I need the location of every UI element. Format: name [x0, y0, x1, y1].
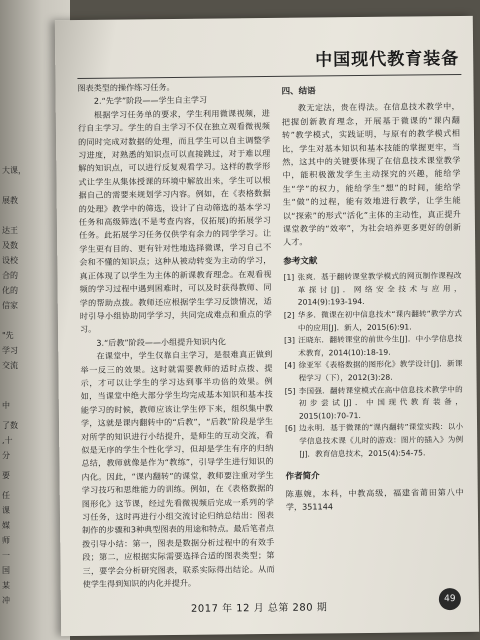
journal-page: [55, 16, 479, 636]
conclusion-paragraph: 教无定法，贵在得法。在信息技术教学中，把握创新教育理念，开展基于微课的“课内翻转”教学模式，实践证明，与原有的教学模式相比，学生对基本知识和基本技能的掌握更牢，当然，这其中的关键要体现了在信息技术课堂教学中，能积极激发学生主动探究的兴趣，能给学生“学”的权力，能给学生“想”的时间，能给学生“做”的过程，能有效地进行教学，让学生能以“探索”的形式“活化”主体的主动性，真正提升课堂教学的“效率”，为社会培养更多更好的创新人才。: [281, 101, 462, 248]
references-heading: 参考文献: [283, 256, 318, 267]
right-column: [281, 78, 464, 514]
previous-page-text-fragment: 任: [2, 491, 10, 500]
reference-text: 汪晓东．翻转课堂的前世今生[J]．中小学信息技术教育，2014(10):18-19.: [298, 334, 463, 358]
reference-number: [1]: [283, 272, 295, 283]
previous-page-text-fragment: 合的: [2, 271, 18, 280]
reference-number: [6]: [285, 424, 296, 434]
reference-text: 华多．微课在初中信息技术“课内翻转”教学方式中的应用[J]．新人，2015(6):91.: [297, 309, 462, 333]
reference-text: 徐亚军《表格数据的图形化》教学设计[J]．新课程学习（下），2012(3):28.: [298, 359, 463, 383]
reference-number: [3]: [284, 335, 295, 346]
reference-item: [285, 421, 463, 461]
previous-page-text-fragment: 了数: [2, 421, 18, 430]
reference-item: [284, 358, 462, 385]
previous-page-text-fragment: 大课，: [2, 166, 26, 175]
previous-page-text-fragment: ,十: [2, 436, 13, 445]
previous-page-text-fragment: "先: [2, 331, 14, 340]
issue-date: 2017 年 12 月 总第 280 期: [190, 602, 328, 615]
previous-page-text-fragment: 信家: [2, 301, 18, 310]
previous-page-text-fragment: 中: [2, 401, 10, 410]
previous-page-text-fragment: 及数: [2, 241, 18, 250]
intro-text: 图表类型的操作练习任务。: [77, 81, 175, 93]
previous-page-text-fragment: 达王: [2, 226, 18, 235]
reference-text: 李国强．翻转课堂模式在高中信息技术教学中的初步尝试[J]．中国现代教育装备，2015(10):70-71.: [298, 384, 463, 421]
journal-title: 中国现代教育装备: [315, 48, 460, 71]
previous-page-text-fragment: 冲: [2, 596, 10, 605]
previous-page-text-fragment: 课: [2, 506, 10, 515]
reference-number: [5]: [284, 386, 296, 396]
previous-page-text-fragment: 交流: [2, 361, 18, 370]
subsection-3-paragraph: 在课堂中，学生仅靠自主学习，是很难真正做到举一反三的效果。这时就需要教师的适时点拨、提示，才可以让学生的学习达到事半功倍的效果。例如，当课堂中绝大部分学生均完成基本知识和基本技能学习的时候，教师应该让学生停下来，组织集中教学，这就是课内翻转中的“后教”，“后教”阶段是学生对所学的知识进行小结提升，是师生的互动交流，看似是无序的学生个性化学习，但却是学生有序的归纳总结，教师就像是作为“教练”，引导学生进行知识的内化。因此，“课内翻转”的课堂，教师要注重对学生学习技巧和思维能力的训练。例如，在《表格数据的图形化》这节课，经过先看微视频后完成一系列的学习任务，这时再进行小组交流讨论归纳总结出：图表制作的步骤和3种典型图表的用途和特点。最后笔者点拨引导小结：第一，图表是数据分析过程中的有效手段；第二，应根据实际需要选择合适的图表类型；第三，要学会分析研究图表，联系实际得出结论。从而使学生得到知识的内化并提升。: [80, 349, 275, 589]
subsection-2-paragraph: 根据学习任务单的要求，学生利用微课视频，进行自主学习。学生的自主学习不仅在独立观看微视频的同时完成对数据的处理，而且学生可以自主调整学习进度，对熟悉的知识点可以直接跳过，对于难以理解的知识点，可以进行反复观看学习。这样的教学形式让学生从集体授课的环境中解放出来，学生可以根据自己的需要来规划学习内容。例如，在《表格数据的处理》教学中的筛选，设计了自动筛选的基本学习任务和高级筛选(不是考查内容，仅拓展)的拓展学习任务。此拓展学习任务仅供学有余力的同学学习。让学生更有目的、更有针对性地选择微课，学习自己不会和不懂的知识点；这种从被动转变为主动的学习，真正体现了以学生为主体的新课教育理念。在观看视频的学习过程中遇到困难时，可以及时获得教师、同学的帮助点拨。教师还应根据学生学习反馈情况，适时引导小组协助同学学习，共同完成难点和重点的学习。: [77, 107, 272, 335]
subsection-2-heading: 2.“先学”阶段——学生自主学习: [93, 95, 208, 107]
previous-page-text-fragment: 分: [2, 451, 10, 460]
subsection-3-heading: 3.“后教”阶段——小组提升知识内化: [96, 336, 226, 348]
author-bio: 陈惠婉，本科，中教高级，福建省莆田第八中学，351144: [285, 486, 464, 512]
previous-page-text-fragment: 师: [2, 536, 10, 545]
previous-page-text-fragment: 要: [2, 471, 10, 480]
conclusion-heading: 四、结语: [281, 86, 316, 97]
previous-page-text-fragment: 学习: [2, 346, 18, 355]
previous-page-text-fragment: 国: [2, 566, 10, 575]
reference-number: [4]: [284, 361, 296, 371]
previous-page-text-fragment: 展教: [2, 196, 18, 205]
reference-item: [285, 384, 463, 424]
page-number: 49: [439, 588, 461, 610]
previous-page-text-fragment: 化的: [2, 286, 18, 295]
reference-number: [2]: [283, 310, 295, 320]
reference-item: [284, 308, 462, 335]
reference-list: [283, 270, 463, 461]
reference-item: [284, 333, 462, 360]
reference-item: [283, 270, 461, 310]
author-heading: 作者简介: [285, 471, 320, 483]
previous-page-text-fragment: 媒: [2, 521, 10, 530]
previous-page-text-fragment: 一: [2, 551, 10, 560]
reference-text: 张爽．基于翻转课堂教学模式的网页制作课程改革探讨[J]．网络安全技术与应用，2014(9):193-194.: [297, 271, 462, 308]
left-column: [77, 80, 274, 591]
previous-page-text-fragment: 设校: [2, 256, 18, 265]
previous-page-text-fragment: 某: [2, 581, 10, 590]
reference-text: 边永明．基于微课的“课内翻转”课堂实践：以小学信息技术课《儿时的游戏：图片的插入》为例[J]．教育信息技术，2015(4):54-75.: [299, 422, 464, 459]
